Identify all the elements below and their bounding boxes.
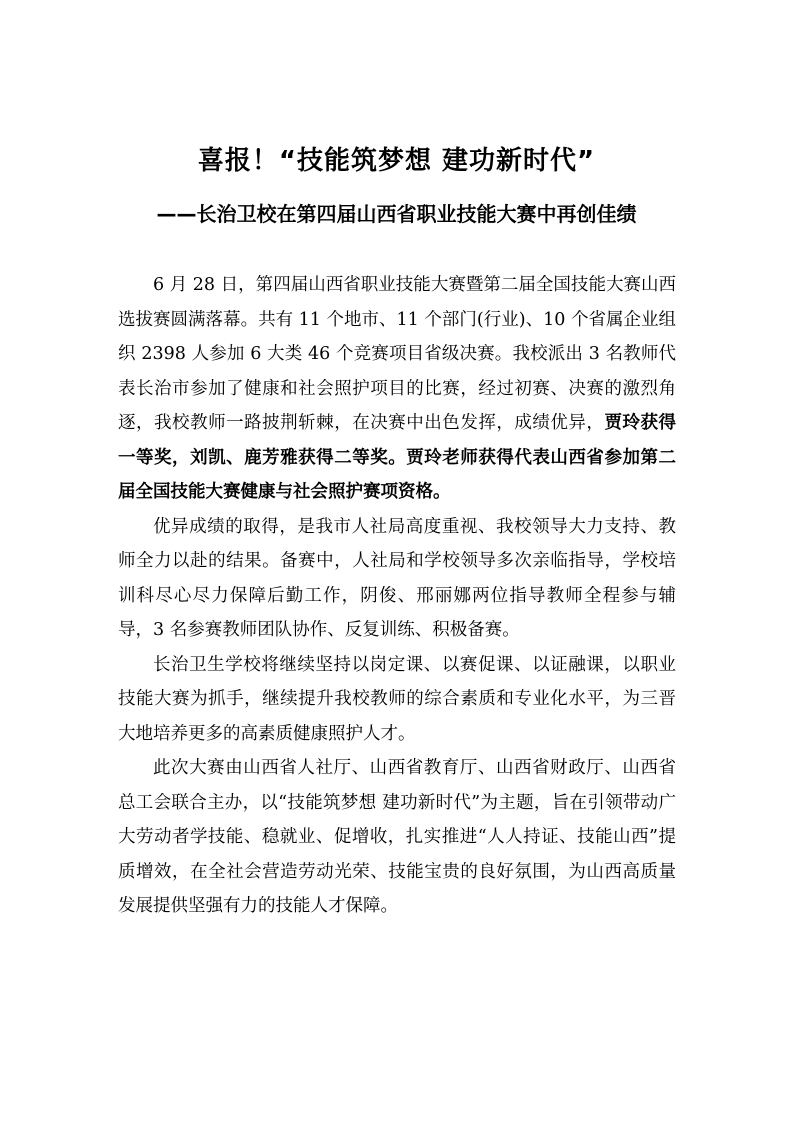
paragraph-1 bbox=[118, 268, 676, 510]
paragraph-2: 优异成绩的取得，是我市人社局高度重视、我校领导大力支持、教师全力以赴的结果。备赛中，人社局和学校领导多次亲临指导，学校培训科尽心尽力保障后勤工作，阴俊、邢丽娜两位指导教师全程参与辅导，3 名参赛教师团队协作、反复训练、积极备赛。 bbox=[118, 516, 676, 640]
document-subtitle: ——长治卫校在第四届山西省职业技能大赛中再创佳绩 bbox=[156, 202, 637, 226]
document-title: 喜报！“技能筑梦想 建功新时代” bbox=[197, 146, 596, 176]
paragraph-1-text: 6 月 28 日，第四届山西省职业技能大赛暨第二届全国技能大赛山西选拔赛圆满落幕。共有 11 个地市、11 个部门(行业)、10 个省属企业组织 2398 人参加 6 大类 46 个竞赛项目省级决赛。我校派出 3 名教师代表长治市参加了健康和社会照护项目的比赛，经过初赛、决赛的激烈角逐，我校教师一路披荆斩棘，在决赛中出色发挥，成绩优异， bbox=[118, 275, 676, 433]
document-body bbox=[118, 268, 676, 924]
paragraph-3: 长治卫生学校将继续坚持以岗定课、以赛促课、以证融课，以职业技能大赛为抓手，继续提升我校教师的综合素质和专业化水平，为三晋大地培养更多的高素质健康照护人才。 bbox=[118, 654, 676, 744]
paragraph-1-bold-text: 贾玲获得一等奖，刘凯、鹿芳雅获得二等奖。贾玲老师获得代表山西省参加第二届全国技能大赛健康与社会照护赛项资格。 bbox=[118, 413, 677, 502]
paragraph-4: 此次大赛由山西省人社厅、山西省教育厅、山西省财政厅、山西省总工会联合主办，以“技能筑梦想 建功新时代”为主题，旨在引领带动广大劳动者学技能、稳就业、促增收，扎实推进“人人持证、技能山西”提质增效，在全社会营造劳动光荣、技能宝贵的良好氛围，为山西高质量发展提供坚强有力的技能人才保障。 bbox=[118, 758, 676, 916]
